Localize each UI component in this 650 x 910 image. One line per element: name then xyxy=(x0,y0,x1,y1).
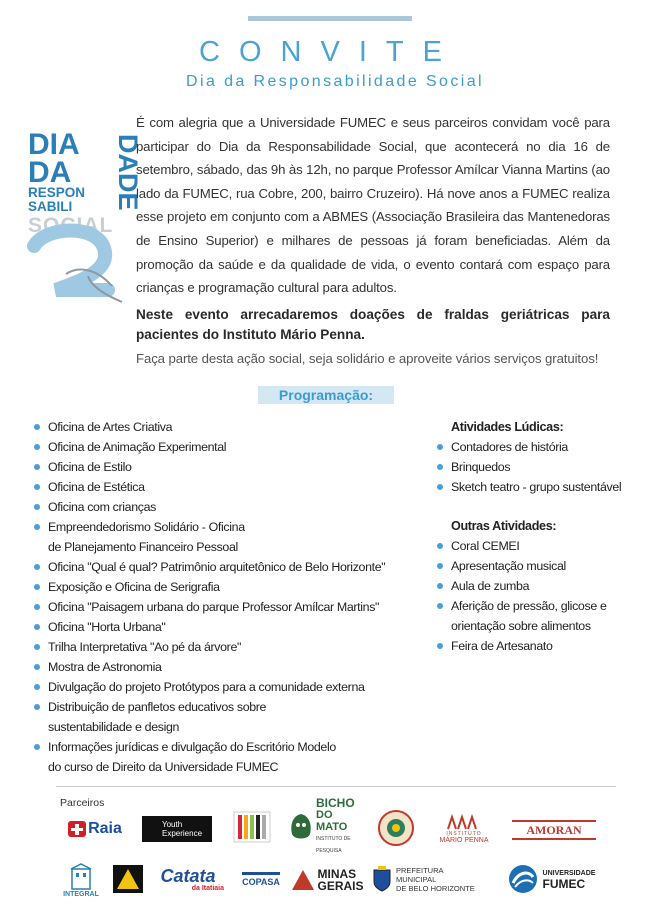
page-title: CONVITE xyxy=(199,36,461,68)
integral-logo: INTEGRAL xyxy=(62,858,100,902)
amoran-logo: AMORAN xyxy=(512,820,596,840)
logo-text-dia: DIA xyxy=(28,128,80,161)
list-item: Trilha Interpretativa "Ao pé da árvore" xyxy=(34,637,434,657)
yellow-emblem-logo xyxy=(112,864,144,894)
outras-list xyxy=(437,536,637,656)
list-item: Oficina "Paisagem urbana do parque Professor Amílcar Martins" xyxy=(34,597,434,617)
intro-paragraph: É com alegria que a Universidade FUMEC e seus parceiros convidam você para participar do Dia da Responsabilidade Social, que acontecerá no dia 16 de setembro, sábado, das 9h às 12h, no parque Professor Amílcar Vianna Martins (ao lado da FUMEC, rua Cobre, 200, bairro Cruzeiro). Há nove anos a FUMEC realiza esse projeto em conjunto com a ABMES (Associação Brasileira das Mantenedoras de Ensino Superior) e milhares de pessoas já foram beneficiadas. Além da promoção da saúde e da qualidade de vida, o evento contará com espaço para crianças e programação cultural para adultos. xyxy=(136,115,610,296)
logo-text-sabili: SABILI xyxy=(28,199,73,214)
list-item: Oficina "Horta Urbana" xyxy=(34,617,434,637)
list-item: Brinquedos xyxy=(437,457,637,477)
call-to-action: Faça parte desta ação social, seja solidário e aproveite vários serviços gratuitos! xyxy=(136,351,599,366)
list-item: Coral CEMEI xyxy=(437,536,637,556)
logo-text-respon: RESPON xyxy=(28,185,86,200)
fumec-logo: UNIVERSIDADE FUMEC xyxy=(496,860,606,898)
outras-title: Outras Atividades: xyxy=(451,519,557,533)
list-item: Feira de Artesanato xyxy=(437,636,637,656)
list-item: Sketch teatro - grupo sustentável xyxy=(437,477,637,497)
bicho-do-mato-animal-icon xyxy=(288,812,314,842)
minas-gerais-triangle-icon xyxy=(292,870,314,890)
youth-experience-logo: Youth Experience xyxy=(142,816,212,842)
ludicas-list xyxy=(437,437,637,497)
raia-logo: Raia xyxy=(62,818,128,840)
logo-ribbon-shape xyxy=(34,231,108,291)
raia-cross-icon xyxy=(68,821,86,837)
logo-text-social: SOCIAL xyxy=(28,214,114,237)
list-item: Exposição e Oficina de Serigrafia xyxy=(34,577,434,597)
partners-divider xyxy=(56,786,616,787)
list-item: Oficina de Artes Criativa xyxy=(34,417,434,437)
list-item: Oficina de Estética xyxy=(34,477,434,497)
catata-logo: Catata da Itatiaia xyxy=(160,865,224,892)
prefeitura-bh-logo: PREFEITURA MUNICIPAL DE BELO HORIZONTE xyxy=(372,862,476,896)
minas-gerais-logo: MINAS GERAIS xyxy=(292,864,364,896)
program-list xyxy=(34,417,434,777)
copasa-logo: COPASA xyxy=(238,868,284,890)
list-item: Contadores de história xyxy=(437,437,637,457)
logo-text-da: DA xyxy=(28,156,72,189)
list-item: Oficina de Animação Experimental xyxy=(34,437,434,457)
list-item: Distribuição de panfletos educativos sobre sustentabilidade e design xyxy=(34,697,434,737)
list-item: Empreendedorismo Solidário - Oficina de Planejamento Financeiro Pessoal xyxy=(34,517,434,557)
bicho-do-mato-logo: BICHO DO MATO INSTITUTO DE PESQUISA xyxy=(288,810,360,844)
ludicas-title: Atividades Lúdicas: xyxy=(451,420,564,434)
bh-coat-of-arms-icon xyxy=(372,866,392,892)
mario-penna-logo: INSTITUTO MÁRIO PENNA xyxy=(434,810,494,848)
event-logo xyxy=(26,126,143,316)
circular-emblem-logo xyxy=(376,808,416,848)
top-decor-bar xyxy=(248,16,412,21)
logo-text-dade: DADE xyxy=(113,134,143,211)
list-item: Mostra de Astronomia xyxy=(34,657,434,677)
striped-logo xyxy=(234,812,270,842)
striped-flag-icon xyxy=(234,812,270,842)
mario-penna-figures-icon xyxy=(444,815,484,831)
list-item: Oficina "Qual é qual? Patrimônio arquitetônico de Belo Horizonte" xyxy=(34,557,434,577)
fumec-swirl-icon xyxy=(507,863,539,895)
partners-label: Parceiros xyxy=(60,797,105,809)
list-item: Apresentação musical xyxy=(437,556,637,576)
donation-highlight: Neste evento arrecadaremos doações de fraldas geriátricas para pacientes do Instituto Mário Penna. xyxy=(136,307,610,342)
list-item: Aula de zumba xyxy=(437,576,637,596)
list-item: Divulgação do projeto Protótypos para a comunidade externa xyxy=(34,677,434,697)
list-item: Informações jurídicas e divulgação do Escritório Modelo do curso de Direito da Universidade FUMEC xyxy=(34,737,434,777)
list-item: Oficina com crianças xyxy=(34,497,434,517)
yellow-emblem-icon xyxy=(113,865,143,893)
page-subtitle: Dia da Responsabilidade Social xyxy=(186,73,484,90)
integral-building-icon xyxy=(69,863,93,891)
emblem-icon xyxy=(377,809,415,847)
list-item: Oficina de Estilo xyxy=(34,457,434,477)
list-item: Aferição de pressão, glicose e orientação sobre alimentos xyxy=(437,596,637,636)
right-activities xyxy=(437,417,637,656)
program-heading: Programação: xyxy=(258,386,394,404)
